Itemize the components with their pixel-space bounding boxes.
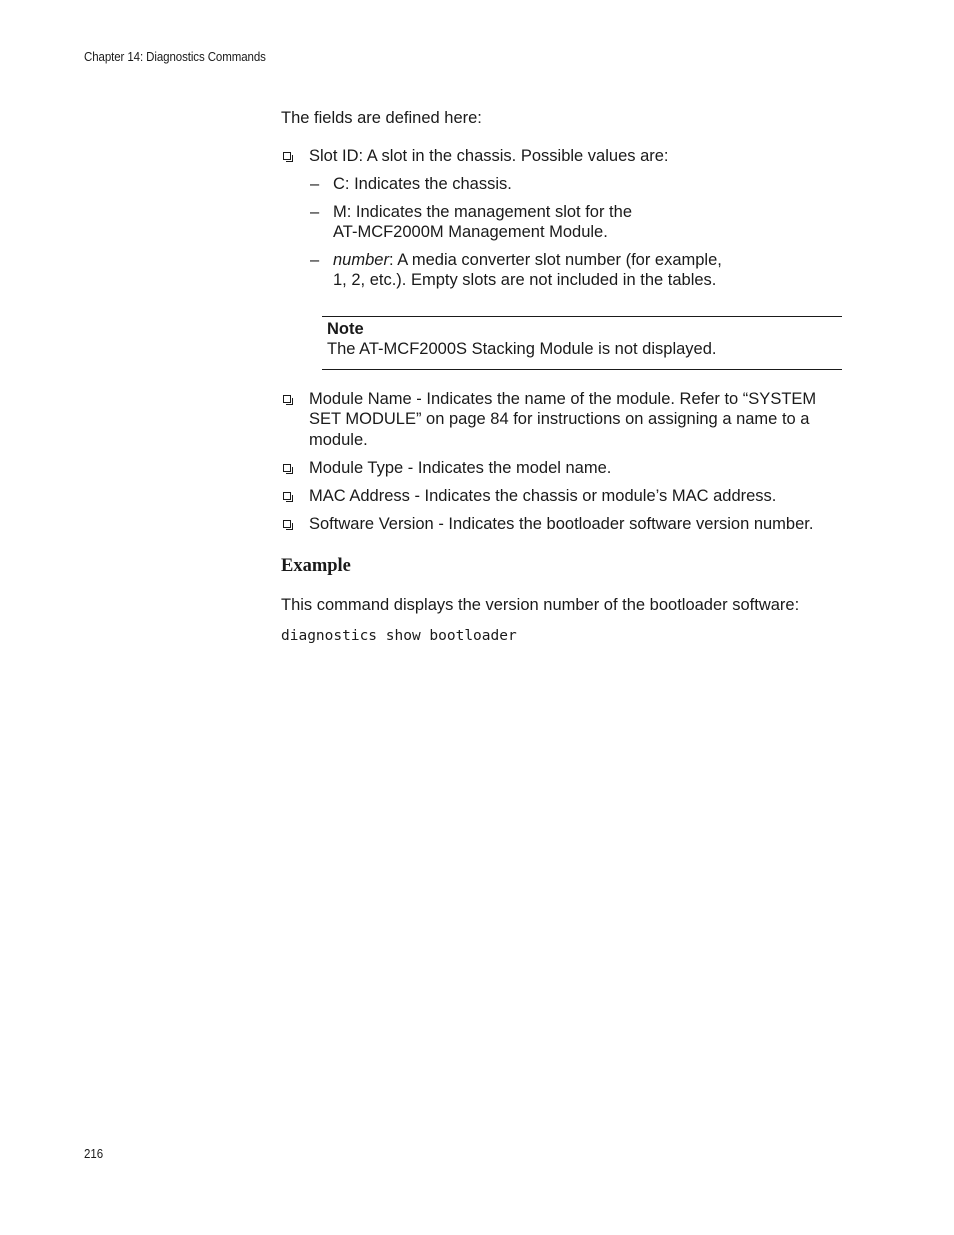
number-term: number — [333, 251, 389, 269]
sub-item-m-line1: M: Indicates the management slot for the — [333, 203, 632, 221]
dash-icon: – — [310, 175, 320, 193]
sub-item-number-line1 — [333, 250, 722, 271]
bullet-module-name-line2: SET MODULE” on page 84 for instructions on assigning a name to a — [309, 410, 810, 428]
note-top-rule — [322, 316, 842, 317]
page-number: 216 — [84, 1147, 104, 1161]
bullet-box-icon — [283, 520, 291, 528]
bullet-module-name-line1: Module Name - Indicates the name of the module. Refer to “SYSTEM — [309, 390, 817, 408]
bullet-box-icon — [283, 492, 291, 500]
bullet-module-type: Module Type - Indicates the model name. — [309, 459, 612, 477]
bullet-module-name-line3: module. — [309, 431, 368, 449]
bullet-software-version: Software Version - Indicates the bootloader software version number. — [309, 515, 814, 533]
bullet-slot-id: Slot ID: A slot in the chassis. Possible values are: — [309, 147, 669, 165]
sub-item-number-line2: 1, 2, etc.). Empty slots are not included in the tables. — [333, 271, 717, 289]
bullet-box-icon — [283, 152, 291, 160]
note-label: Note — [327, 320, 364, 338]
note-text: The AT-MCF2000S Stacking Module is not displayed. — [327, 340, 717, 358]
intro-text: The fields are defined here: — [281, 109, 482, 127]
running-header: Chapter 14: Diagnostics Commands — [84, 50, 266, 64]
sub-item-c: C: Indicates the chassis. — [333, 175, 512, 193]
bullet-box-icon — [283, 464, 291, 472]
example-heading: Example — [281, 556, 351, 576]
note-bottom-rule — [322, 369, 842, 370]
dash-icon: – — [310, 251, 320, 269]
bullet-mac-address: MAC Address - Indicates the chassis or module’s MAC address. — [309, 487, 777, 505]
example-command: diagnostics show bootloader — [281, 628, 517, 644]
example-description: This command displays the version number of the bootloader software: — [281, 596, 800, 614]
sub-item-m-line2: AT-MCF2000M Management Module. — [333, 223, 608, 241]
dash-icon: – — [310, 203, 320, 221]
bullet-box-icon — [283, 395, 291, 403]
number-definition: : A media converter slot number (for example, — [388, 251, 722, 269]
